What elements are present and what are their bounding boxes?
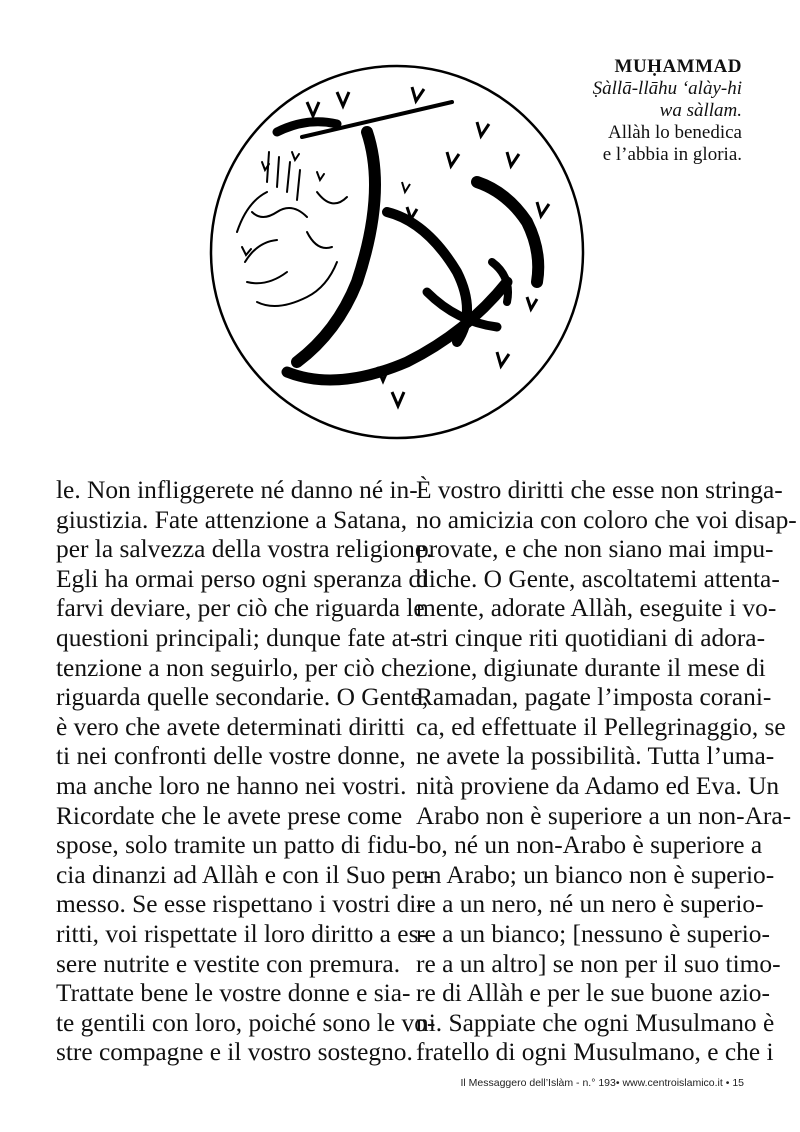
text-line: È vostro diritti che esse non stringa- [416, 476, 783, 504]
text-line: Egli ha ormai perso ogni speranza di [56, 564, 429, 593]
caption-title: MUḤAMMAD [614, 56, 742, 77]
text-line: cia dinanzi ad Allàh e con il Suo per- [56, 860, 432, 889]
text-line: provate, e che non siano mai impu- [416, 535, 774, 564]
text-line: no amicizia con coloro che voi disap- [416, 505, 797, 534]
text-line: riguarda quelle secondarie. O Gente, [56, 683, 429, 712]
text-line: nità proviene da Adamo ed Eva. Un [416, 771, 780, 800]
text-line: ti nei confronti delle vostre donne, [56, 742, 406, 771]
text-line: te gentili con loro, poiché sono le vo- [56, 1008, 436, 1037]
text-line: giustizia. Fate attenzione a Satana, [56, 505, 408, 534]
text-column-left [56, 476, 436, 1068]
text-line: spose, solo tramite un patto di fidu- [56, 831, 417, 860]
text-line: zione, digiunate durante il mese di [416, 653, 766, 682]
text-line: per la salvezza della vostra religione. [56, 535, 433, 564]
text-line: è vero che avete determinati diritti [56, 712, 405, 741]
caption-eulogy-line-1: Ṣàllā-llāhu ‘alày-hi [592, 78, 742, 99]
text-line: stri cinque riti quotidiani di adora- [416, 623, 766, 652]
text-line: bo, né un non-Arabo è superiore a [416, 831, 763, 860]
caption-translation-line-1: Allàh lo benedica [607, 122, 742, 143]
text-line: ma anche loro ne hanno nei vostri. [56, 771, 407, 800]
text-line: mente, adorate Allàh, eseguite i vo- [416, 594, 777, 623]
caption-eulogy-line-2: wa sàllam. [659, 100, 742, 121]
text-line: diche. O Gente, ascoltatemi attenta- [416, 564, 780, 593]
text-line: ne avete la possibilità. Tutta l’uma- [416, 742, 775, 771]
image-caption [593, 56, 742, 166]
text-line: le. Non infliggerete né danno né in- [56, 476, 418, 504]
text-line: Trattate bene le vostre donne e sia- [56, 979, 411, 1008]
text-line: fratello di ogni Musulmano, e che i [416, 1038, 774, 1067]
text-line: re a un altro] se non per il suo timo- [416, 949, 781, 978]
text-line: farvi deviare, per ciò che riguarda le [56, 594, 425, 623]
page-footer: Il Messaggero dell’Islàm - n.° 193• www.centroislamico.it • 15 [460, 1077, 744, 1089]
text-line: un Arabo; un bianco non è superio- [416, 860, 775, 889]
caption-translation-line-2: e l’abbia in gloria. [602, 144, 742, 165]
text-line: stre compagne e il vostro sostegno. [56, 1038, 413, 1067]
text-line: re a un bianco; [nessuno è superio- [416, 919, 770, 948]
text-line: re a un nero, né un nero è superio- [416, 890, 764, 919]
text-line: re di Allàh e per le sue buone azio- [416, 979, 770, 1008]
text-line: tenzione a non seguirlo, per ciò che [56, 653, 417, 682]
text-line: Ramadan, pagate l’imposta corani- [416, 683, 772, 712]
text-line: ni. Sappiate che ogni Musulmano è [416, 1008, 775, 1037]
text-line: Arabo non è superiore a un non-Ara- [416, 801, 792, 830]
muhammad-calligraphy-seal-icon [207, 62, 587, 442]
text-line: messo. Se esse rispettano i vostri di- [56, 890, 425, 919]
text-column-right [416, 476, 797, 1068]
text-line: questioni principali; dunque fate at- [56, 623, 419, 652]
text-line: sere nutrite e vestite con premura. [56, 949, 401, 978]
text-line: ca, ed effettuate il Pellegrinaggio, se [416, 712, 786, 741]
text-line: ritti, voi rispettate il loro diritto a es- [56, 919, 427, 948]
text-line: Ricordate che le avete prese come [56, 801, 403, 830]
